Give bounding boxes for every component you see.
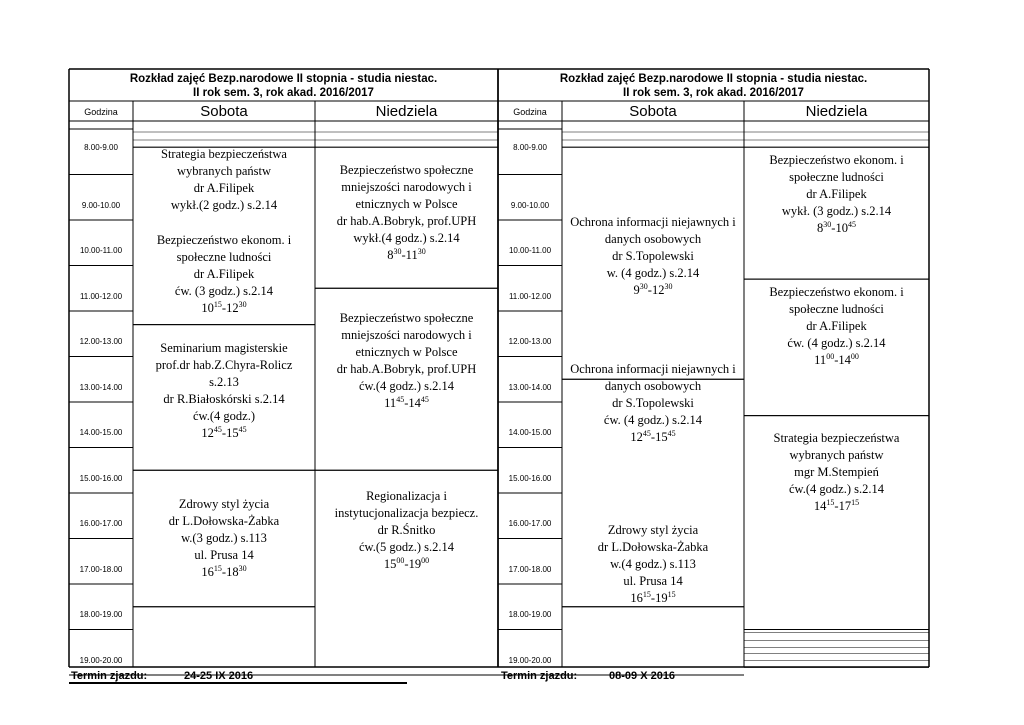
class-line: Regionalizacja i bbox=[366, 489, 447, 503]
class-time: $9^{30}-12^{30}$ bbox=[633, 281, 673, 297]
panel-title: Rozkład zajęć Bezp.narodowe II stopnia - studia niestac. bbox=[129, 73, 438, 85]
class-time: $12^{45}-15^{45}$ bbox=[201, 424, 247, 440]
hour-label: 17.00-18.00 bbox=[508, 564, 552, 574]
class-time: $10^{15}-12^{30}$ bbox=[201, 299, 247, 315]
saturday-class-block bbox=[133, 146, 315, 214]
saturday-header: Sobota bbox=[629, 103, 677, 120]
class-line: ul. Prusa 14 bbox=[623, 574, 683, 588]
class-line: Ochrona informacji niejawnych i bbox=[570, 215, 736, 229]
class-line: danych osobowych bbox=[604, 232, 702, 246]
class-line: Zdrowy styl życia bbox=[607, 523, 699, 537]
class-line: dr hab.A.Bobryk, prof.UPH bbox=[336, 362, 477, 376]
hour-label: 9.00-10.00 bbox=[510, 200, 550, 210]
class-time: $8^{30}-10^{45}$ bbox=[817, 219, 856, 235]
class-time: $16^{15}-18^{30}$ bbox=[201, 563, 247, 579]
class-line: ćw. (4 godz.) s.2.14 bbox=[787, 336, 886, 350]
sunday-header: Niedziela bbox=[805, 103, 868, 120]
hour-label: 15.00-16.00 bbox=[79, 473, 123, 483]
class-line: Bezpieczeństwo ekonom. i bbox=[156, 233, 292, 247]
class-line: instytucjonalizacja bezpiecz. bbox=[334, 506, 479, 520]
class-time: $15^{00}-19^{00}$ bbox=[383, 555, 430, 571]
saturday-class-block bbox=[133, 340, 315, 442]
class-line: w.(3 godz.) s.113 bbox=[181, 531, 267, 545]
class-line: dr R.Śnitko bbox=[377, 523, 436, 537]
hour-label: 19.00-20.00 bbox=[508, 655, 552, 665]
class-line: ćw. (3 godz.) s.2.14 bbox=[174, 284, 274, 298]
class-line: w.(4 godz.) s.113 bbox=[610, 557, 696, 571]
saturday-class-block bbox=[133, 232, 315, 317]
class-line: etnicznych w Polsce bbox=[355, 345, 458, 359]
class-line: wykł.(2 godz.) s.2.14 bbox=[170, 198, 278, 212]
class-line: wykł.(4 godz.) s.2.14 bbox=[353, 231, 460, 245]
hour-label: 14.00-15.00 bbox=[508, 428, 552, 437]
class-line: Zdrowy styl życia bbox=[178, 497, 270, 511]
class-time: $11^{00}-14^{00}$ bbox=[814, 351, 859, 367]
class-line: Bezpieczeństwo społeczne bbox=[339, 163, 474, 177]
hour-label: 9.00-10.00 bbox=[81, 200, 121, 210]
hour-label: 13.00-14.00 bbox=[508, 382, 552, 392]
class-line: ćw. (4 godz.) s.2.14 bbox=[603, 413, 703, 427]
godzina-header: Godzina bbox=[513, 107, 547, 117]
class-line: dr R.Białoskórski s.2.14 bbox=[163, 392, 285, 406]
footer-date: 08-09 X 2016 bbox=[609, 670, 676, 682]
class-line: ćw.(4 godz.) s.2.14 bbox=[788, 482, 884, 496]
class-line: mgr M.Stempień bbox=[794, 465, 879, 479]
class-line: społeczne ludności bbox=[789, 170, 884, 184]
class-line: Ochrona informacji niejawnych i bbox=[570, 362, 736, 376]
hour-label: 15.00-16.00 bbox=[508, 473, 552, 483]
hour-label: 10.00-11.00 bbox=[79, 246, 123, 255]
class-line: dr A.Filipek bbox=[806, 187, 867, 201]
class-time: $12^{45}-15^{45}$ bbox=[630, 428, 676, 444]
class-line: danych osobowych bbox=[604, 379, 702, 393]
hour-label: 12.00-13.00 bbox=[79, 337, 123, 346]
class-line: wykł. (3 godz.) s.2.14 bbox=[781, 204, 892, 218]
class-line: ul. Prusa 14 bbox=[194, 548, 254, 562]
footer-date: 24-25 IX 2016 bbox=[184, 670, 254, 682]
sunday-class-block bbox=[315, 488, 498, 573]
godzina-header: Godzina bbox=[84, 107, 118, 117]
hour-label: 14.00-15.00 bbox=[79, 428, 123, 437]
class-line: dr S.Topolewski bbox=[612, 249, 694, 263]
class-line: dr A.Filipek bbox=[193, 267, 255, 281]
class-time: $14^{15}-17^{15}$ bbox=[813, 497, 860, 513]
class-time: $8^{30}-11^{30}$ bbox=[387, 246, 426, 262]
class-line: Bezpieczeństwo ekonom. i bbox=[769, 153, 904, 167]
hour-label: 8.00-9.00 bbox=[84, 143, 118, 152]
hour-label: 10.00-11.00 bbox=[508, 246, 552, 255]
hour-label: 16.00-17.00 bbox=[508, 519, 552, 528]
footer-label: Termin zjazdu: bbox=[71, 670, 148, 682]
class-line: Bezpieczeństwo ekonom. i bbox=[769, 285, 904, 299]
saturday-header: Sobota bbox=[200, 103, 248, 120]
class-line: dr A.Filipek bbox=[806, 319, 867, 333]
hour-label: 13.00-14.00 bbox=[79, 382, 123, 392]
hour-label: 17.00-18.00 bbox=[79, 564, 123, 574]
footer-label: Termin zjazdu: bbox=[501, 670, 578, 682]
class-line: Strategia bezpieczeństwa bbox=[773, 431, 900, 445]
class-line: społeczne ludności bbox=[789, 302, 884, 316]
class-time: $11^{45}-14^{45}$ bbox=[384, 394, 429, 410]
hour-label: 11.00-12.00 bbox=[508, 291, 552, 301]
class-line: dr L.Dołowska-Żabka bbox=[597, 540, 709, 554]
class-line: Bezpieczeństwo społeczne bbox=[339, 311, 474, 325]
class-line: ćw.(5 godz.) s.2.14 bbox=[358, 540, 454, 554]
class-line: ćw.(4 godz.) bbox=[192, 409, 255, 423]
saturday-class-block bbox=[562, 214, 744, 299]
saturday-class-block bbox=[562, 522, 744, 607]
class-line: dr A.Filipek bbox=[193, 181, 255, 195]
panel-subtitle: II rok sem. 3, rok akad. 2016/2017 bbox=[193, 87, 374, 99]
hour-label: 18.00-19.00 bbox=[79, 610, 123, 619]
saturday-class-block bbox=[562, 361, 744, 446]
class-time: $16^{15}-19^{15}$ bbox=[630, 589, 676, 605]
hour-label: 19.00-20.00 bbox=[79, 655, 123, 665]
class-line: Seminarium magisterskie bbox=[160, 341, 288, 355]
class-line: dr L.Dołowska-Żabka bbox=[168, 514, 280, 528]
hour-label: 11.00-12.00 bbox=[79, 291, 123, 301]
sunday-class-block bbox=[315, 162, 498, 264]
class-line: Strategia bezpieczeństwa bbox=[161, 147, 287, 161]
class-line: wybranych państw bbox=[789, 448, 884, 462]
hour-label: 12.00-13.00 bbox=[508, 337, 552, 346]
class-line: w. (4 godz.) s.2.14 bbox=[606, 266, 700, 280]
class-line: etnicznych w Polsce bbox=[355, 197, 458, 211]
hour-label: 16.00-17.00 bbox=[79, 519, 123, 528]
class-line: dr hab.A.Bobryk, prof.UPH bbox=[336, 214, 477, 228]
class-line: s.2.13 bbox=[209, 375, 239, 389]
sunday-class-block bbox=[315, 310, 498, 412]
panel-subtitle: II rok sem. 3, rok akad. 2016/2017 bbox=[623, 87, 804, 99]
class-line: społeczne ludności bbox=[176, 250, 272, 264]
class-line: wybranych państw bbox=[176, 164, 272, 178]
class-line: prof.dr hab.Z.Chyra-Rolicz bbox=[155, 358, 293, 372]
sunday-class-block bbox=[744, 430, 929, 515]
class-line: mniejszości narodowych i bbox=[341, 180, 472, 194]
class-line: dr S.Topolewski bbox=[612, 396, 694, 410]
sunday-class-block bbox=[744, 152, 929, 237]
hour-label: 8.00-9.00 bbox=[513, 143, 547, 152]
sunday-class-block bbox=[744, 284, 929, 369]
hour-label: 18.00-19.00 bbox=[508, 610, 552, 619]
class-line: mniejszości narodowych i bbox=[341, 328, 472, 342]
saturday-class-block bbox=[133, 496, 315, 581]
panel-title: Rozkład zajęć Bezp.narodowe II stopnia - studia niestac. bbox=[559, 73, 868, 85]
sunday-header: Niedziela bbox=[375, 103, 438, 120]
class-line: ćw.(4 godz.) s.2.14 bbox=[358, 379, 454, 393]
